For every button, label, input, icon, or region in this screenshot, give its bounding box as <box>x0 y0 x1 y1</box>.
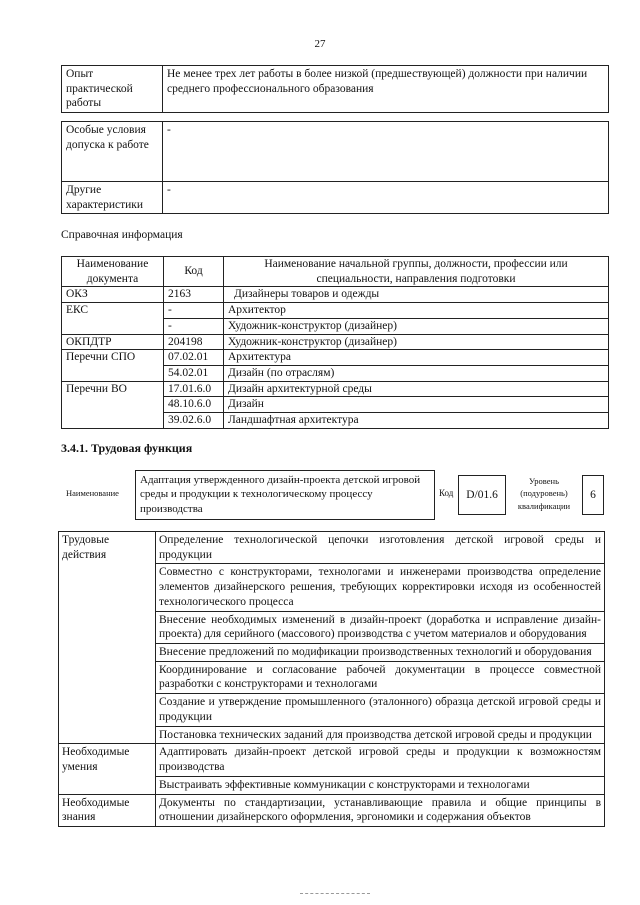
admission-table <box>61 121 609 214</box>
doc-cell: ОКЗ <box>62 287 164 303</box>
function-name-value: Адаптация утвержденного дизайн-проекта детской игровой среды и продукции к технологическому процессу производства <box>135 470 435 520</box>
table-row <box>62 287 609 303</box>
header-code: Код <box>164 257 224 287</box>
code-cell: 2163 <box>164 287 224 303</box>
name-cell: Художник-конструктор (дизайнер) <box>224 334 609 350</box>
page-number: 27 <box>314 38 326 50</box>
qualification-level-value: 6 <box>582 475 604 515</box>
action-item: Создание и утверждение промышленного (эталонного) образца детской игровой среды и продукции <box>156 694 605 726</box>
level-label-line: квалификации <box>517 500 571 511</box>
skills-label: Необходимые умения <box>59 744 156 794</box>
function-code-label: Код <box>439 488 454 498</box>
name-cell: Дизайнеры товаров и одежды <box>224 287 609 303</box>
labor-function-heading: 3.4.1. Трудовая функция <box>61 441 193 455</box>
other-characteristics-row <box>62 182 609 214</box>
doc-cell: ОКПДТР <box>62 334 164 350</box>
reference-header-row <box>62 257 609 287</box>
reference-table <box>61 256 609 429</box>
function-name-label: Наименование <box>66 488 119 498</box>
table-row <box>59 794 605 826</box>
action-item: Координирование и согласование рабочей документации в процессе совместной разработки с конструкторами и технологами <box>156 661 605 693</box>
qualification-level-label <box>510 475 578 512</box>
doc-cell: ЕКС <box>62 303 164 334</box>
special-conditions-row <box>62 122 609 182</box>
code-cell: 17.01.6.0 <box>164 381 224 397</box>
table-row <box>62 350 609 366</box>
doc-cell: Перечни ВО <box>62 381 164 428</box>
action-item: Совместно с конструкторами, технологами и инженерами производства определение элементов дизайнерского решения, требующих корректировки исходя из особенностей технологического процесса <box>156 564 605 611</box>
table-row <box>62 334 609 350</box>
knowledge-label: Необходимые знания <box>59 794 156 826</box>
action-item: Внесение предложений по модификации производственных технологий и оборудования <box>156 644 605 662</box>
code-cell: 204198 <box>164 334 224 350</box>
level-label-line: Уровень <box>529 476 559 486</box>
level-label-line: (подуровень) <box>520 488 568 499</box>
skill-item: Адаптировать дизайн-проект детской игровой среды и продукции к возможностям производства <box>156 744 605 776</box>
function-code-value: D/01.6 <box>458 475 506 515</box>
table-row <box>59 744 605 776</box>
table-row <box>59 532 605 564</box>
name-cell: Ландшафтная архитектура <box>224 413 609 429</box>
experience-table <box>61 65 609 113</box>
name-cell: Дизайн архитектурной среды <box>224 381 609 397</box>
reference-heading: Справочная информация <box>61 229 183 241</box>
header-document: Наименование документа <box>62 257 164 287</box>
code-cell: 07.02.01 <box>164 350 224 366</box>
table-row <box>62 303 609 319</box>
name-cell: Архитектор <box>224 303 609 319</box>
name-cell: Дизайн (по отраслям) <box>224 366 609 382</box>
name-cell: Архитектура <box>224 350 609 366</box>
code-cell: 54.02.01 <box>164 366 224 382</box>
other-characteristics-label: Другие характеристики <box>62 182 163 214</box>
code-cell: - <box>164 303 224 319</box>
knowledge-item: Документы по стандартизации, устанавливающие правила и общие принципы в отношении дизайнерского оформления, эргономики и содержания объектов <box>156 794 605 826</box>
action-item: Определение технологической цепочки изготовления детской игровой среды и продукции <box>156 532 605 564</box>
code-cell: 39.02.6.0 <box>164 413 224 429</box>
skill-item: Выстраивать эффективные коммуникации с конструкторами и технологами <box>156 776 605 794</box>
page-bottom-mark <box>300 893 370 894</box>
experience-value: Не менее трех лет работы в более низкой (предшествующей) должности при наличии среднего профессионального образования <box>163 66 609 113</box>
special-conditions-label: Особые условия допуска к работе <box>62 122 163 182</box>
special-conditions-value: - <box>163 122 609 182</box>
other-characteristics-value: - <box>163 182 609 214</box>
header-name: Наименование начальной группы, должности, профессии или специальности, направления подготовки <box>224 257 609 287</box>
labor-function-header <box>61 470 609 520</box>
action-item: Внесение необходимых изменений в дизайн-проект (доработка и исправление дизайн-проекта) для серийного (массового) производства с учетом материалов и оборудования <box>156 611 605 643</box>
action-item: Постановка технических заданий для производства детской игровой среды и продукции <box>156 726 605 744</box>
experience-label: Опыт практической работы <box>62 66 163 113</box>
table-row <box>62 381 609 397</box>
code-cell: - <box>164 318 224 334</box>
code-cell: 48.10.6.0 <box>164 397 224 413</box>
labor-actions-table <box>58 531 605 827</box>
name-cell: Дизайн <box>224 397 609 413</box>
doc-cell: Перечни СПО <box>62 350 164 381</box>
experience-row <box>62 66 609 113</box>
actions-label: Трудовые действия <box>59 532 156 744</box>
name-cell: Художник-конструктор (дизайнер) <box>224 318 609 334</box>
